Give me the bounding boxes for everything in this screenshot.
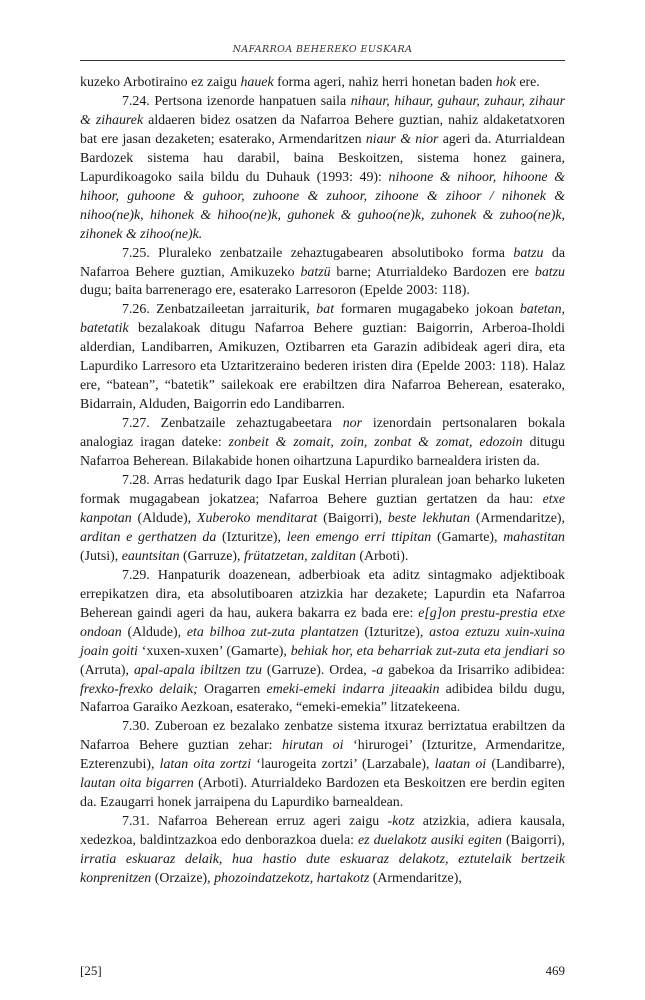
text-run: 7.26. Zenbatzaileetan jarraiturik, [122, 302, 317, 318]
italic-example: arditan e gerthatzen da [80, 529, 217, 545]
paragraph-7-24 [80, 93, 565, 245]
italic-example: behiak hor, eta beharriak zut-zuta eta jendiari so [290, 643, 565, 659]
text-run: 7.28. Arras hedaturik dago Ipar Euskal Herrian pluralean joan beharko luketen formak mugagabean jokatzea; Nafarroa Behere guztian gertatzen da hau: [80, 473, 565, 507]
text-run: ‘laurogeita zortzi’ (Larzabale), [251, 757, 435, 773]
italic-example: phozoindatzekotz, hartakotz [214, 871, 370, 887]
text-run: (Garruze). Ordea, [261, 662, 372, 678]
italic-example: -a [371, 662, 384, 678]
text-run: forma ageri, nahiz herri honetan baden [273, 75, 496, 90]
text-run: (Arboti). [355, 548, 409, 564]
running-header: NAFARROA BEHEREKO EUSKARA [232, 44, 413, 55]
italic-example: niaur & nior [365, 131, 439, 147]
text-run: 7.27. Zenbatzaile zehaztugabeetara [122, 416, 343, 432]
paragraph-7-29 [80, 567, 565, 719]
italic-example: lautan oita bigarren [80, 776, 194, 792]
italic-example: mahastitan [503, 529, 565, 545]
italic-example: batzü [300, 264, 331, 280]
text-run: aldaeren bidez osatzen da Nafarroa Behere guztian, nahiz aldaketatxoren bat ere jasan dezaketen; esaterako, Armendaritzen [80, 112, 565, 147]
text-run: ‘hirurogei’ (Izturitze, Armendaritze, Ezterenzubi), [80, 738, 566, 773]
text-run: Oragarren [197, 681, 267, 697]
italic-example: frütatzetan, zalditan [243, 548, 356, 564]
italic-example: irratia eskuaraz delaik, hua hastio dute eskuaraz delakotz, eztutelaik bertzeik konprenitzen [80, 852, 565, 887]
text-run: (Aldude), [131, 510, 197, 526]
italic-example: batzu [513, 245, 544, 261]
italic-example: nor [342, 416, 362, 432]
text-run: 7.24. Pertsona izenorde hanpatuen saila [122, 93, 351, 109]
footer-section-number: [25] [80, 963, 102, 978]
text-run: (Armendaritze), [470, 510, 566, 526]
page-number: 469 [545, 963, 565, 978]
italic-example: nihoone & nihoor, hihoone & hihoor, guhoone & guhoor, zuhoone & zuhoor, zihoone & zihoor / nihonek & nihoo(ne)k, hihonek & hihoo(ne)k, guhonek & guhoo(ne)k, zuhonek & zuhoo(ne)k, zihonek & zihoo(ne)k. [80, 169, 565, 242]
italic-example: e[g]on prestu-prestia etxe ondoan [80, 605, 565, 640]
paragraph-7-31 [80, 813, 565, 889]
text-run: 7.25. Pluraleko zenbatzaile zehaztugabearen absolutiboko forma [122, 245, 514, 261]
paragraph-7-25 [80, 245, 565, 302]
text-run: (Armendaritze), [369, 871, 462, 887]
paragraph-continuation [80, 74, 565, 93]
text-run: (Izturitze), [216, 529, 287, 545]
text-run: ere. [515, 75, 540, 90]
text-run: bezalakoak ditugu Nafarroa Behere guztian: Baigorrin, Arberoa-Iholdi alderdian, Landibarren, Amikuzen, Oztibarren eta Garazin adibideak ageri dira, eta Lapurdiko Larresoro eta Uztaritzeraino bederen iristen dira (Epelde 2003: 118). Halaz ere, “batean”, “batetik” sailekoak ere erabiltzen dira Nafarroa Beherean, esaterako, Bidarrain, Alduden, Baigorrin edo Landibarren. [80, 321, 565, 413]
italic-example: apal-apala ibiltzen tzu [133, 662, 262, 678]
text-run: (Baigorri), [317, 510, 388, 526]
text-run: barne; Aturrialdeko Bardozen ere [330, 264, 535, 280]
header-rule [80, 60, 565, 61]
text-run: (Landibarre), [486, 757, 566, 773]
italic-example: etxe kanpotan [80, 491, 565, 526]
text-run: (Baigorri), [501, 833, 565, 849]
italic-example: batzu [534, 264, 565, 280]
text-run: 7.29. Hanpaturik doazenean, adberbioak eta aditz sintagmako adjektiboak errepikatzen dira, eta absolutiboaren atzizkia har dezakete; Lapurdin eta Nafarroa Beherean gaindi ageri da hau, aukera bakarra ez bada ere: [80, 567, 565, 621]
text-run: 7.30. Zuberoan ez bezalako zenbatze sistema itxuraz berriztatua erabiltzen da Nafarroa Behere guztian zehar: [80, 719, 565, 754]
italic-example: latan oita zortzi [159, 757, 252, 773]
paragraph-7-26 [80, 301, 565, 415]
paragraph-7-27 [80, 415, 565, 472]
text-run: adibidea bildu dugu, Nafarroa Garaiko Aezkoan, esaterako, “emeki-emekia” litzatekeena. [80, 681, 565, 716]
italic-example: beste lekhutan [387, 510, 471, 526]
text-run: formaren mugagabeko jokoan [334, 302, 520, 318]
text-run: da Nafarroa Behere guztian, Amikuzeko [80, 245, 565, 280]
paragraph-7-30 [80, 718, 565, 813]
italic-example: batetan, batetatik [80, 302, 565, 337]
italic-example: frexko-frexko delaik; [80, 681, 198, 697]
italic-example: hauek [240, 75, 274, 90]
text-run: (Gamarte), [431, 529, 504, 545]
text-run: atzizkia, adiera kausala, xedezkoa, baldintzazkoa edo denborazkoa duela: [80, 814, 565, 849]
italic-example: astoa eztuzu xuin-xuina joain goiti [80, 624, 565, 659]
body-text [80, 74, 565, 889]
text-run: ditugu Nafarroa Beherean. Bilakabide honen oihartzuna Lapurdiko barnealdera iristen da. [80, 435, 566, 470]
text-run: 7.31. Nafarroa Beherean erruz ageri zaigu [122, 814, 388, 830]
text-run: (Orzaize), [151, 871, 215, 887]
text-run: (Arruta), [80, 662, 134, 678]
text-run: ageri da. Aturrialdean Bardozek sistema hau darabil, baina Beskoitzen, sistema honez gainera, Lapurdikoagoko saila bildu du Duhauk (1993: 49): [80, 131, 565, 185]
italic-example: leen emengo erri ttipitan [286, 529, 432, 545]
italic-example: -kotz [387, 814, 415, 830]
italic-example: hirutan oi [282, 738, 344, 754]
text-run: izenordain pertsonalaren bokala analogiaz iragan dateke: [80, 416, 565, 451]
text-run: (Garruze), [179, 548, 244, 564]
italic-example: nihaur, hihaur, guhaur, zuhaur, zihaur & zihaurek [80, 93, 565, 128]
italic-example: ez duelakotz ausiki egiten [358, 833, 502, 849]
text-run: (Jutsi), [80, 548, 122, 564]
text-run: (Izturitze), [358, 624, 430, 640]
italic-example: eauntsitan [121, 548, 180, 564]
text-run: ‘xuxen-xuxen’ (Gamarte), [137, 643, 291, 659]
text-run: (Arboti). Aturrialdeko Bardozen eta Beskoitzen ere berdin egiten da. Ezaugarri honek jarraipena du Lapurdiko barnealdean. [80, 776, 565, 811]
italic-example: hok [495, 75, 516, 90]
italic-example: zonbeit & zomait, zoin, zonbat & zomat, edozoin [228, 435, 523, 451]
text-run: kuzeko Arbotiraino ez zaigu [80, 75, 241, 90]
italic-example: emeki-emeki indarra jiteaakin [266, 681, 440, 697]
paragraph-7-28 [80, 472, 565, 567]
italic-example: bat [316, 302, 335, 318]
text-run: (Aldude), [121, 624, 187, 640]
italic-example: Xuberoko menditarat [196, 510, 318, 526]
italic-example: eta bilhoa zut-zuta plantatzen [186, 624, 359, 640]
text-run: gabekoa da Irisarriko adibidea: [383, 662, 566, 678]
italic-example: laatan oi [434, 757, 487, 773]
text-run: dugu; baita barrenerago ere, esaterako Larresoron (Epelde 2003: 118). [80, 283, 470, 299]
